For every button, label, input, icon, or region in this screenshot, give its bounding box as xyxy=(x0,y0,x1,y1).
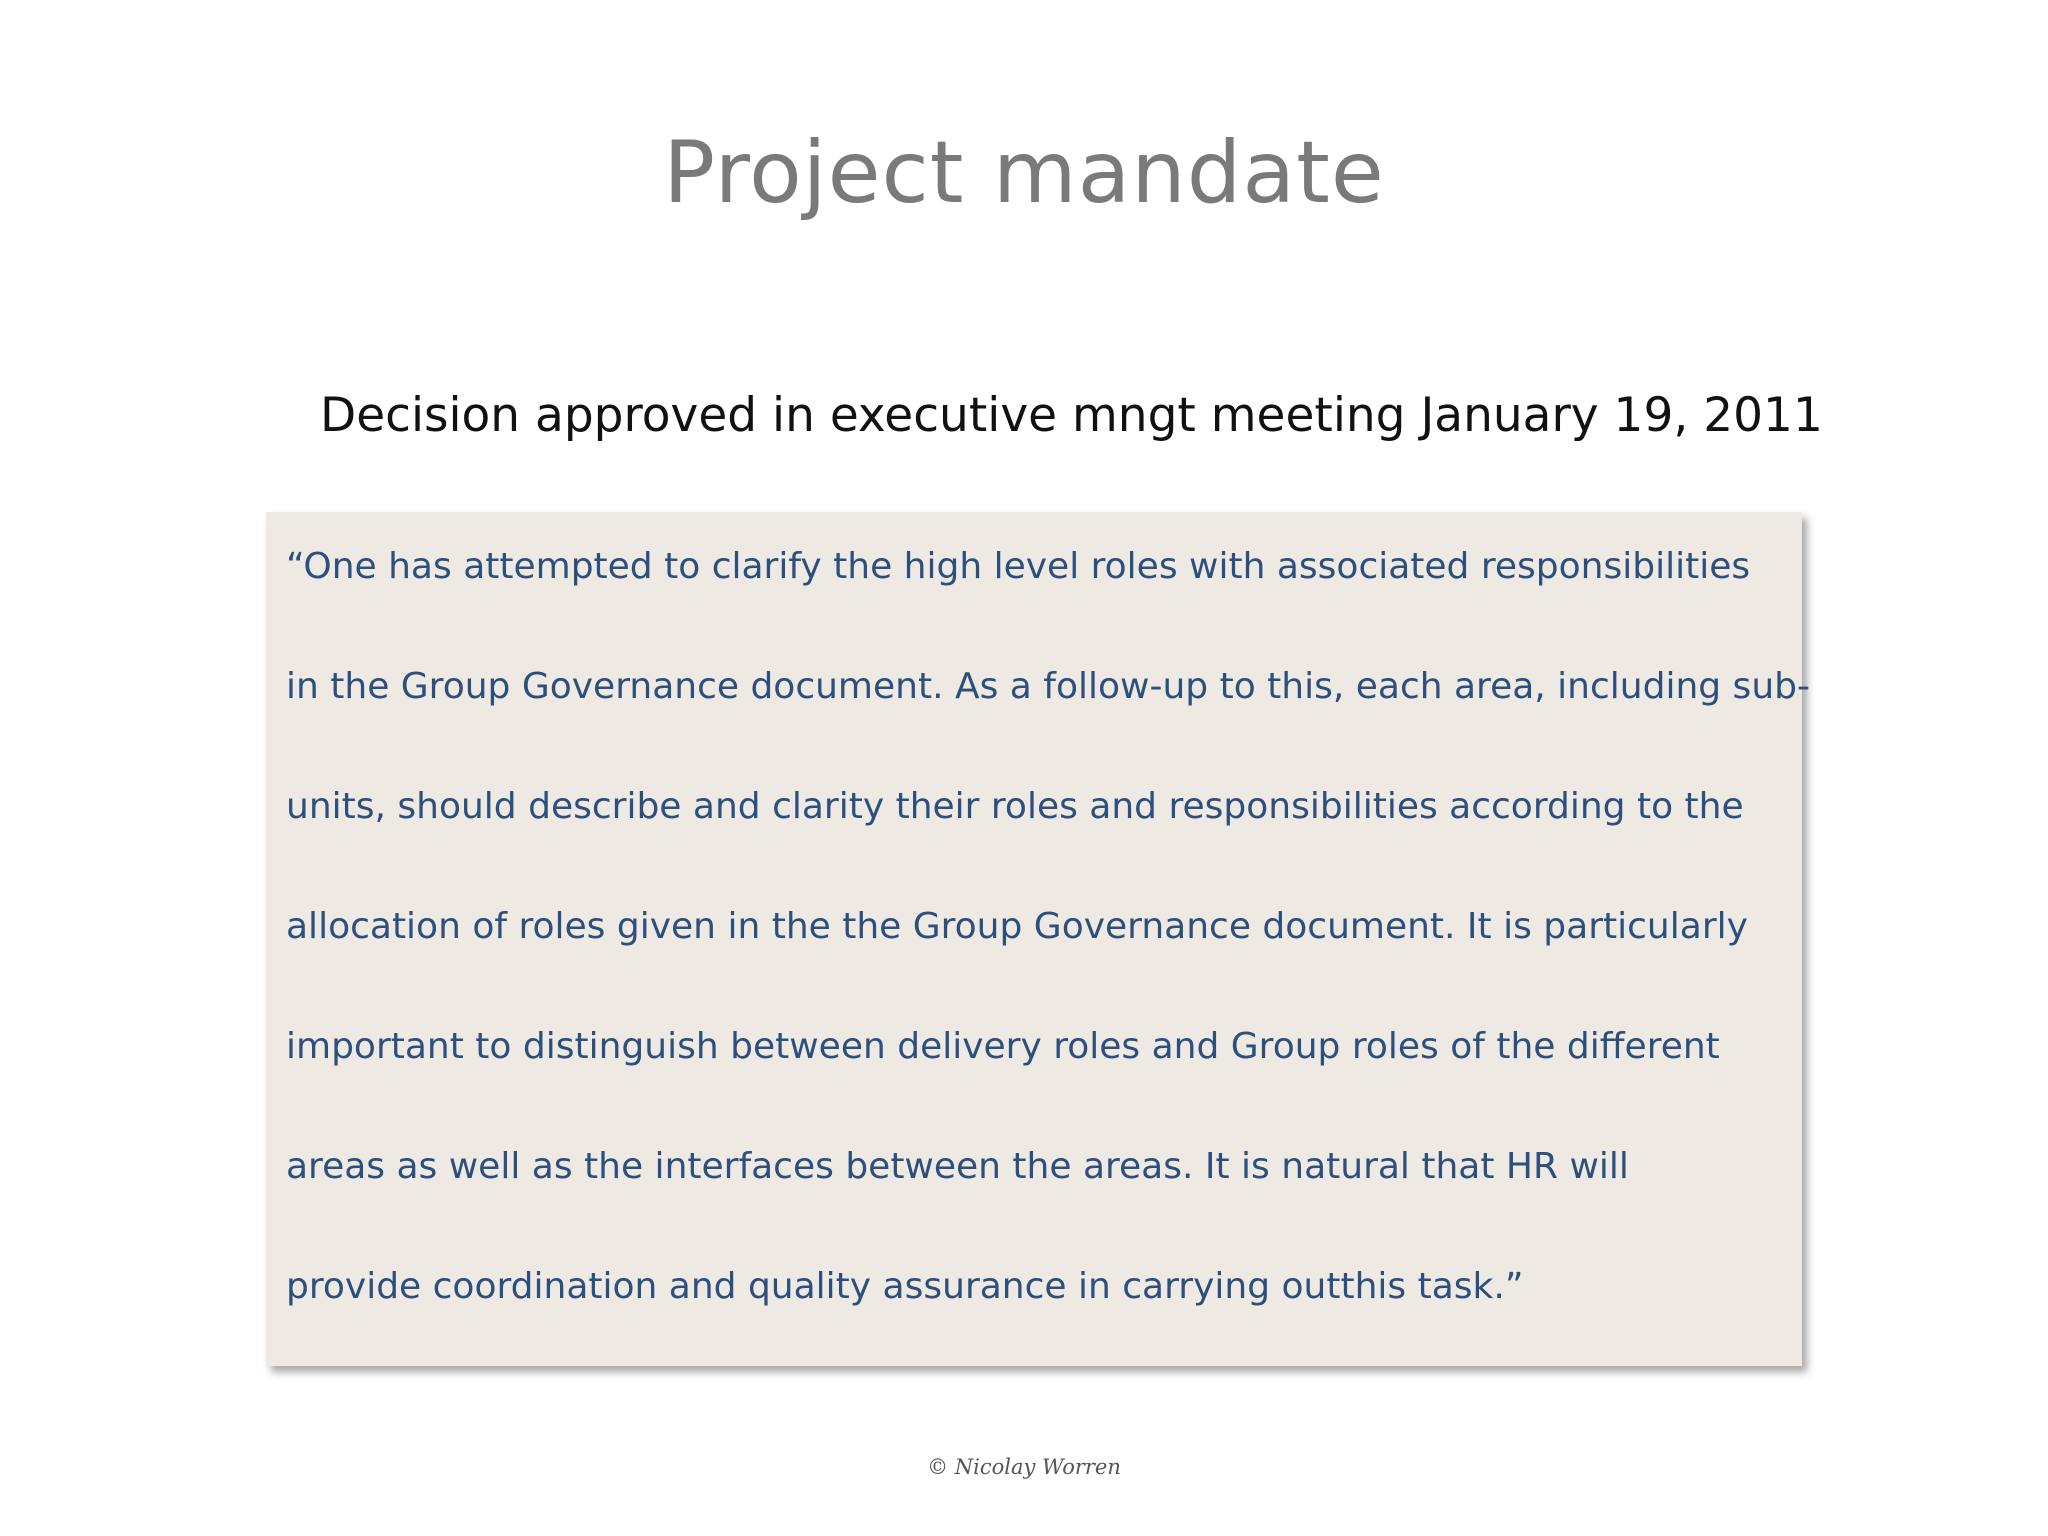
quote-line: units, should describe and clarity their roles and responsibilities according to the xyxy=(286,786,1744,827)
quote-line: important to distinguish between delivery roles and Group roles of the different xyxy=(286,1026,1720,1067)
quote-line: in the Group Governance document. As a follow-up to this, each area, including sub- xyxy=(286,666,1810,707)
quote-line: areas as well as the interfaces between the areas. It is natural that HR will xyxy=(286,1146,1629,1187)
copyright-notice: © Nicolay Worren xyxy=(927,1455,1121,1479)
quote-line: provide coordination and quality assurance in carrying outthis task.” xyxy=(286,1266,1524,1307)
decision-subtitle: Decision approved in executive mngt meeting January 19, 2011 xyxy=(320,388,1823,443)
quote-line: “One has attempted to clarify the high level roles with associated responsibilities xyxy=(286,546,1751,587)
quote-line: allocation of roles given in the the Group Governance document. It is particularly xyxy=(286,906,1748,947)
slide-title: Project mandate xyxy=(663,123,1385,223)
mandate-quote-box xyxy=(266,512,1810,1366)
